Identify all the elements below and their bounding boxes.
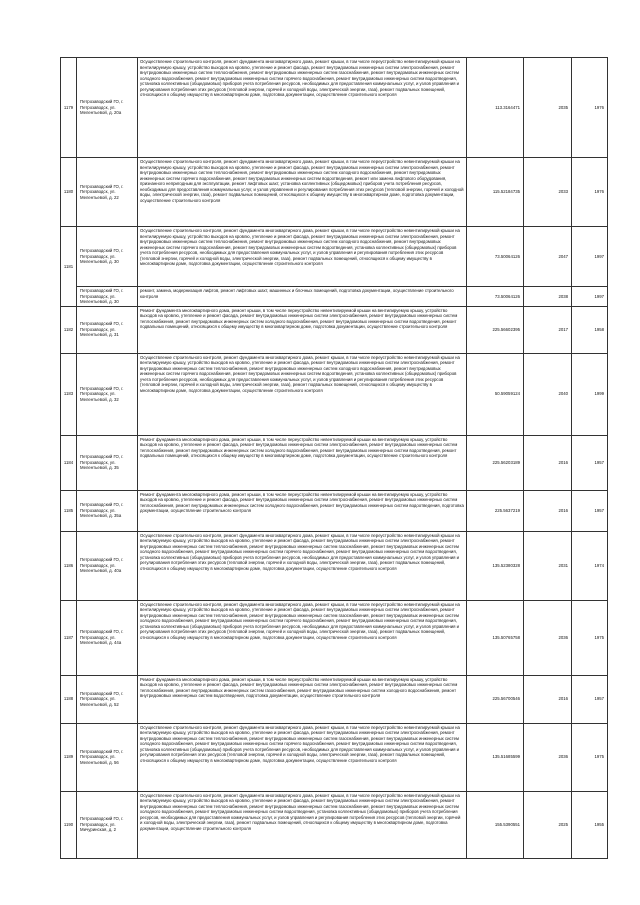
works-cell: Ремонт фундамента многоквартирного дома, ремонт крыши, в том числе переустройство невентилируемой крыши на вентилируемую крышу, устройство выходов на кровлю, утепление и ремонт фасада, ремонт внутридомовых инженерных систем электроснабжения, ремонт внутридомовых инженерных систем теплоснабжения, ремонт внутридомовых инженерных систем холодного водоснабжения, ремонт внутридомовых инженерных систем водоотведения, ремонт подвальных помещений, относящихся к общему имуществу в многоквартирном доме, подготовка документации, осуществление строительного контроля: [138, 306, 467, 353]
area-cell: 73.50064126: [467, 287, 524, 307]
table-row: [61, 791, 608, 858]
row-number: 1182: [61, 306, 77, 353]
repair-year-cell: 2031: [524, 531, 572, 600]
repair-year-cell: 2033: [524, 158, 572, 227]
area-cell: 225.5637219: [467, 490, 524, 531]
address-cell: Петрозаводский ГО, г. Петрозаводск, ул. Мелентьевой, д. 30: [77, 227, 138, 287]
area-cell: 135.51685599: [467, 723, 524, 791]
area-cell: 73.50064126: [467, 227, 524, 287]
address-cell: Петрозаводский ГО, г. Петрозаводск, ул. Мелентьевой, д. 56: [77, 723, 138, 791]
area-cell: 225.56602395: [467, 306, 524, 353]
repair-year-cell: 2016: [524, 490, 572, 531]
table-row: [61, 600, 608, 675]
address-cell: Петрозаводский ГО, г. Петрозаводск, ул. Мелентьевой, д. 32: [77, 353, 138, 435]
built-year-cell: 1955: [572, 791, 608, 858]
row-number: 1187: [61, 600, 77, 675]
repair-year-cell: 2047: [524, 227, 572, 287]
row-number: 1188: [61, 675, 77, 723]
works-cell: Осуществление строительного контроля, ремонт фундамента многоквартирного дома, ремонт крыши, в том числе переустройство невентилируемой крыши на вентилируемую крышу, устройство выходов на кровлю, утепление и ремонт фасада, ремонт внутридомовых инженерных систем электроснабжения, ремонт внутридомовых инженерных систем теплоснабжения, ремонт внутридомовых инженерных систем газоснабжения, ремонт внутридомовых инженерных систем холодного водоснабжения, ремонт внутридомовых инженерных систем водоотведения, установка коллективных (общедомовых) приборов учета потребления ресурсов, необходимых для предоставления коммунальных услуг, и узлов управления и регулирования потребления этих ресурсов (тепловой энергии, горячей и холодной воды, электрической энергии, газа), ремонт подвальных помещений, относящихся к общему имуществу в многоквартирном доме, подготовка документации, осуществление строительного контроля: [138, 791, 467, 858]
repair-year-cell: 2036: [524, 600, 572, 675]
built-year-cell: 1957: [572, 435, 608, 490]
works-cell: Ремонт фундамента многоквартирного дома, ремонт крыши, в том числе переустройство невентилируемой крыши на вентилируемую крышу, устройство выходов на кровлю, утепление и ремонт фасада, ремонт внутридомовых инженерных систем электроснабжения, ремонт внутридомовых инженерных систем теплоснабжения, ремонт внутридомовых инженерных систем газоснабжения, ремонт внутридомовых инженерных систем холодного водоснабжения, ремонт внутридомовых инженерных систем водоотведения, подготовка документации, осуществление строительного контроля: [138, 675, 467, 723]
address-cell: Петрозаводский ГО, г. Петрозаводск, ул. Мелентьевой, д. 35: [77, 435, 138, 490]
row-number: 1185: [61, 490, 77, 531]
works-cell: Осуществление строительного контроля, ремонт фундамента многоквартирного дома, ремонт крыши, в том числе переустройство невентилируемой крыши на вентилируемую крышу, устройство выходов на кровлю, утепление и ремонт фасада, ремонт внутридомовых инженерных систем электроснабжения, ремонт внутридомовых инженерных систем теплоснабжения, ремонт внутридомовых инженерных систем газоснабжения, ремонт внутридомовых инженерных систем холодного водоснабжения, ремонт внутридомовых инженерных систем горячего водоснабжения, ремонт внутридомовых инженерных систем водоотведения, установка коллективных (общедомовых) приборов учета потребления ресурсов, необходимых для предоставления коммунальных услуг, и узлов управления и регулирования потребления этих ресурсов (тепловой энергии, горячей и холодной воды, электрической энергии, газа), ремонт подвальных помещений, относящихся к общему имуществу в многоквартирном доме, подготовка документации, осуществление строительного контроля: [138, 600, 467, 675]
repair-year-cell: 2025: [524, 791, 572, 858]
works-cell: Ремонт фундамента многоквартирного дома, ремонт крыши, в том числе переустройство невентилируемой крыши на вентилируемую крышу, устройство выходов на кровлю, утепление и ремонт фасада, ремонт внутридомовых инженерных систем электроснабжения, ремонт внутридомовых инженерных систем теплоснабжения, ремонт внутридомовых инженерных систем холодного водоснабжения, ремонт внутридомовых инженерных систем водоотведения, ремонт подвальных помещений, относящихся к общему имуществу в многоквартирном доме, подготовка документации, осуществление строительного контроля: [138, 435, 467, 490]
address-cell: Петрозаводский ГО, г. Петрозаводск, ул. Мелентьевой, д. 35а: [77, 490, 138, 531]
repair-year-cell: 2016: [524, 675, 572, 723]
row-number: 1186: [61, 531, 77, 600]
address-cell: Петрозаводский ГО, г. Петрозаводск, ул. Мелентьевой, д. 20а: [77, 58, 138, 158]
works-cell: Осуществление строительного контроля, ремонт фундамента многоквартирного дома, ремонт крыши, в том числе переустройство невентилируемой крыши на вентилируемую крышу, устройство выходов на кровлю, утепление и ремонт фасада, ремонт внутридомовых инженерных систем электроснабжения, ремонт внутридомовых инженерных систем теплоснабжения, ремонт внутридомовых инженерных систем газоснабжения, ремонт внутридомовых инженерных систем холодного водоснабжения, ремонт внутридомовых инженерных систем горячего водоснабжения, ремонт внутридомовых инженерных систем водоотведения, установка коллективных (общедомовых) приборов учета потребления ресурсов, необходимых для предоставления коммунальных услуг, и узлов управления и регулирования потребления этих ресурсов (тепловой энергии, горячей и холодной воды, электрической энергии, газа), ремонт подвальных помещений, относящихся к общему имуществу в многоквартирном доме, подготовка документации, осуществление строительного контроля: [138, 723, 467, 791]
repair-year-cell: 2040: [524, 353, 572, 435]
table-row: [61, 306, 608, 353]
table-row: [61, 227, 608, 287]
built-year-cell: 1957: [572, 490, 608, 531]
built-year-cell: 1976: [572, 158, 608, 227]
works-cell: Осуществление строительного контроля, ремонт фундамента многоквартирного дома, ремонт крыши, в том числе переустройство невентилируемой крыши на вентилируемую крышу, устройство выходов на кровлю, утепление и ремонт фасада, ремонт внутридомовых инженерных систем электроснабжения, ремонт внутридомовых инженерных систем теплоснабжения, ремонт внутридомовых инженерных систем холодного водоснабжения, ремонт внутридомовых инженерных систем горячего водоснабжения, ремонт внутридомовых инженерных систем водоотведения, установка коллективных (общедомовых) приборов учета потребления ресурсов, необходимых для предоставления коммунальных услуг, и узлов управления и регулирования потребления этих ресурсов (тепловой энергии, горячей и холодной воды, электрической энергии, газа), ремонт подвальных помещений, относящихся к общему имуществу в многоквартирном доме, подготовка документации, осуществление строительного контроля: [138, 353, 467, 435]
built-year-cell: 1958: [572, 306, 608, 353]
area-cell: 50.59059124: [467, 353, 524, 435]
row-number: 1179: [61, 58, 77, 158]
address-cell: Петрозаводский ГО, г. Петрозаводск, ул. Мелентьевой, д. 52: [77, 675, 138, 723]
address-cell: Петрозаводский ГО, г. Петрозаводск, ул. Мичуринская, д. 2: [77, 791, 138, 858]
area-cell: 225.56700546: [467, 675, 524, 723]
address-cell: Петрозаводский ГО, г. Петрозаводск, ул. Мелентьевой, д. 40а: [77, 531, 138, 600]
document-page: [60, 57, 607, 859]
works-cell: Осуществление строительного контроля, ремонт фундамента многоквартирного дома, ремонт крыши, в том числе переустройство невентилируемой крыши на вентилируемую крышу, устройство выходов на кровлю, утепление и ремонт фасада, ремонт внутридомовых инженерных систем электроснабжения, ремонт внутридомовых инженерных систем теплоснабжения, ремонт внутридомовых инженерных систем газоснабжения, ремонт внутридомовых инженерных систем холодного водоснабжения, ремонт внутридомовых инженерных систем горячего водоснабжения, ремонт внутридомовых инженерных систем водоотведения, установка коллективных (общедомовых) приборов учета потребления ресурсов, необходимых для предоставления коммунальных услуг, и узлов управления и регулирования потребления этих ресурсов (тепловой энергии, горячей и холодной воды, электрической энергии, газа), ремонт подвальных помещений, относящихся к общему имуществу в многоквартирном доме, подготовка документации, осуществление строительного контроля: [138, 531, 467, 600]
table-row: [61, 531, 608, 600]
built-year-cell: 1976: [572, 58, 608, 158]
built-year-cell: 1999: [572, 353, 608, 435]
row-number: 1190: [61, 791, 77, 858]
repair-year-cell: 2038: [524, 287, 572, 307]
area-cell: 135.52380328: [467, 531, 524, 600]
address-cell: Петрозаводский ГО, г. Петрозаводск, ул. Мелентьевой, д. 44а: [77, 600, 138, 675]
area-cell: 225.56203189: [467, 435, 524, 490]
built-year-cell: 1997: [572, 227, 608, 287]
table-row: [61, 158, 608, 227]
row-number: 1181: [61, 227, 77, 307]
table-row: [61, 58, 608, 158]
row-number: 1180: [61, 158, 77, 227]
repair-year-cell: 2035: [524, 58, 572, 158]
address-cell: Петрозаводский ГО, г. Петрозаводск, ул. Мелентьевой, д. 31: [77, 306, 138, 353]
built-year-cell: 1974: [572, 531, 608, 600]
built-year-cell: 1957: [572, 675, 608, 723]
table-row: [61, 675, 608, 723]
built-year-cell: 1975: [572, 600, 608, 675]
area-cell: 113.3164471: [467, 58, 524, 158]
address-cell: Петрозаводский ГО, г. Петрозаводск, ул. Мелентьевой, д. 30: [77, 287, 138, 307]
table-row: [61, 353, 608, 435]
table-row: [61, 490, 608, 531]
address-cell: Петрозаводский ГО, г. Петрозаводск, ул. Мелентьевой, д. 22: [77, 158, 138, 227]
works-cell: Ремонт фундамента многоквартирного дома, ремонт крыши, в том числе переустройство невентилируемой крыши на вентилируемую крышу, устройство выходов на кровлю, утепление и ремонт фасада, ремонт внутридомовых инженерных систем электроснабжения, ремонт внутридомовых инженерных систем теплоснабжения, ремонт внутридомовых инженерных систем холодного водоснабжения, ремонт внутридомовых инженерных систем водоотведения, подготовка документации, осуществление строительного контроля: [138, 490, 467, 531]
works-cell: Осуществление строительного контроля, ремонт фундамента многоквартирного дома, ремонт крыши, в том числе переустройство невентилируемой крыши на вентилируемую крышу, устройство выходов на кровлю, утепление и ремонт фасада, ремонт внутридомовых инженерных систем электроснабжения, ремонт внутридомовых инженерных систем теплоснабжения, ремонт внутридомовых инженерных систем холодного водоснабжения, ремонт внутридомовых инженерных систем горячего водоснабжения, ремонт внутридомовых инженерных систем водоотведения, установка коллективных (общедомовых) приборов учета потребления ресурсов, необходимых для предоставления коммунальных услуг, и узлов управления и регулирования потребления этих ресурсов (тепловой энергии, горячей и холодной воды, электрической энергии, газа), ремонт подвальных помещений, относящихся к общему имуществу в многоквартирном доме, подготовка документации, осуществление строительного контроля: [138, 227, 467, 287]
row-number: 1183: [61, 353, 77, 435]
works-cell: Осуществление строительного контроля, ремонт фундамента многоквартирного дома, ремонт крыши, в том числе переустройство невентилируемой крыши на вентилируемую крышу, устройство выходов на кровлю, утепление и ремонт фасада, ремонт внутридомовых инженерных систем электроснабжения, ремонт внутридомовых инженерных систем теплоснабжения, ремонт внутридомовых инженерных систем газоснабжения, ремонт внутридомовых инженерных систем холодного водоснабжения, ремонт внутридомовых инженерных систем горячего водоснабжения, ремонт внутридомовых инженерных систем водоотведения, установка коллективных (общедомовых) приборов учета потребления ресурсов, необходимых для предоставления коммунальных услуг, и узлов управления и регулирования потребления этих ресурсов (тепловой энергии, горячей и холодной воды, электрической энергии, газа), ремонт подвальных помещений, относящихся к общему имуществу в многоквартирном доме, подготовка документации, осуществление строительного контроля: [138, 58, 467, 158]
area-cell: 115.52184735: [467, 158, 524, 227]
area-cell: 155.5390551: [467, 791, 524, 858]
built-year-cell: 1975: [572, 723, 608, 791]
built-year-cell: 1997: [572, 287, 608, 307]
repair-year-cell: 2016: [524, 435, 572, 490]
capital-repair-table: [60, 57, 608, 859]
repair-year-cell: 2036: [524, 723, 572, 791]
table-row: [61, 435, 608, 490]
works-cell: ремонт, замена, модернизация лифтов, ремонт лифтовых шахт, машинных и блочных помещений, подготовка документации, осуществление строительного контроля: [138, 287, 467, 307]
table-row: [61, 287, 608, 307]
table-row: [61, 723, 608, 791]
repair-year-cell: 2017: [524, 306, 572, 353]
row-number: 1184: [61, 435, 77, 490]
works-cell: Осуществление строительного контроля, ремонт фундамента многоквартирного дома, ремонт крыши, в том числе переустройство невентилируемой крыши на вентилируемую крышу, устройство выходов на кровлю, утепление и ремонт фасада, ремонт внутридомовых инженерных систем электроснабжения, ремонт внутридомовых инженерных систем теплоснабжения, ремонт внутридомовых инженерных систем холодного водоснабжения, ремонт внутридомовых инженерных систем горячего водоснабжения, ремонт внутридомовых инженерных систем водоотведения, ремонт или замена лифтового оборудования, признанного непригодным для эксплуатации, ремонт лифтовых шахт, установка коллективных (общедомовых) приборов учета потребления ресурсов, необходимых для предоставления коммунальных услуг, и узлов управления и регулирования потребления этих ресурсов (тепловой энергии, горячей и холодной воды, электрической энергии, газа), ремонт подвальных помещений, относящихся к общему имуществу в многоквартирном доме, подготовка документации, осуществление строительного контроля: [138, 158, 467, 227]
row-number: 1189: [61, 723, 77, 791]
area-cell: 135.50765758: [467, 600, 524, 675]
